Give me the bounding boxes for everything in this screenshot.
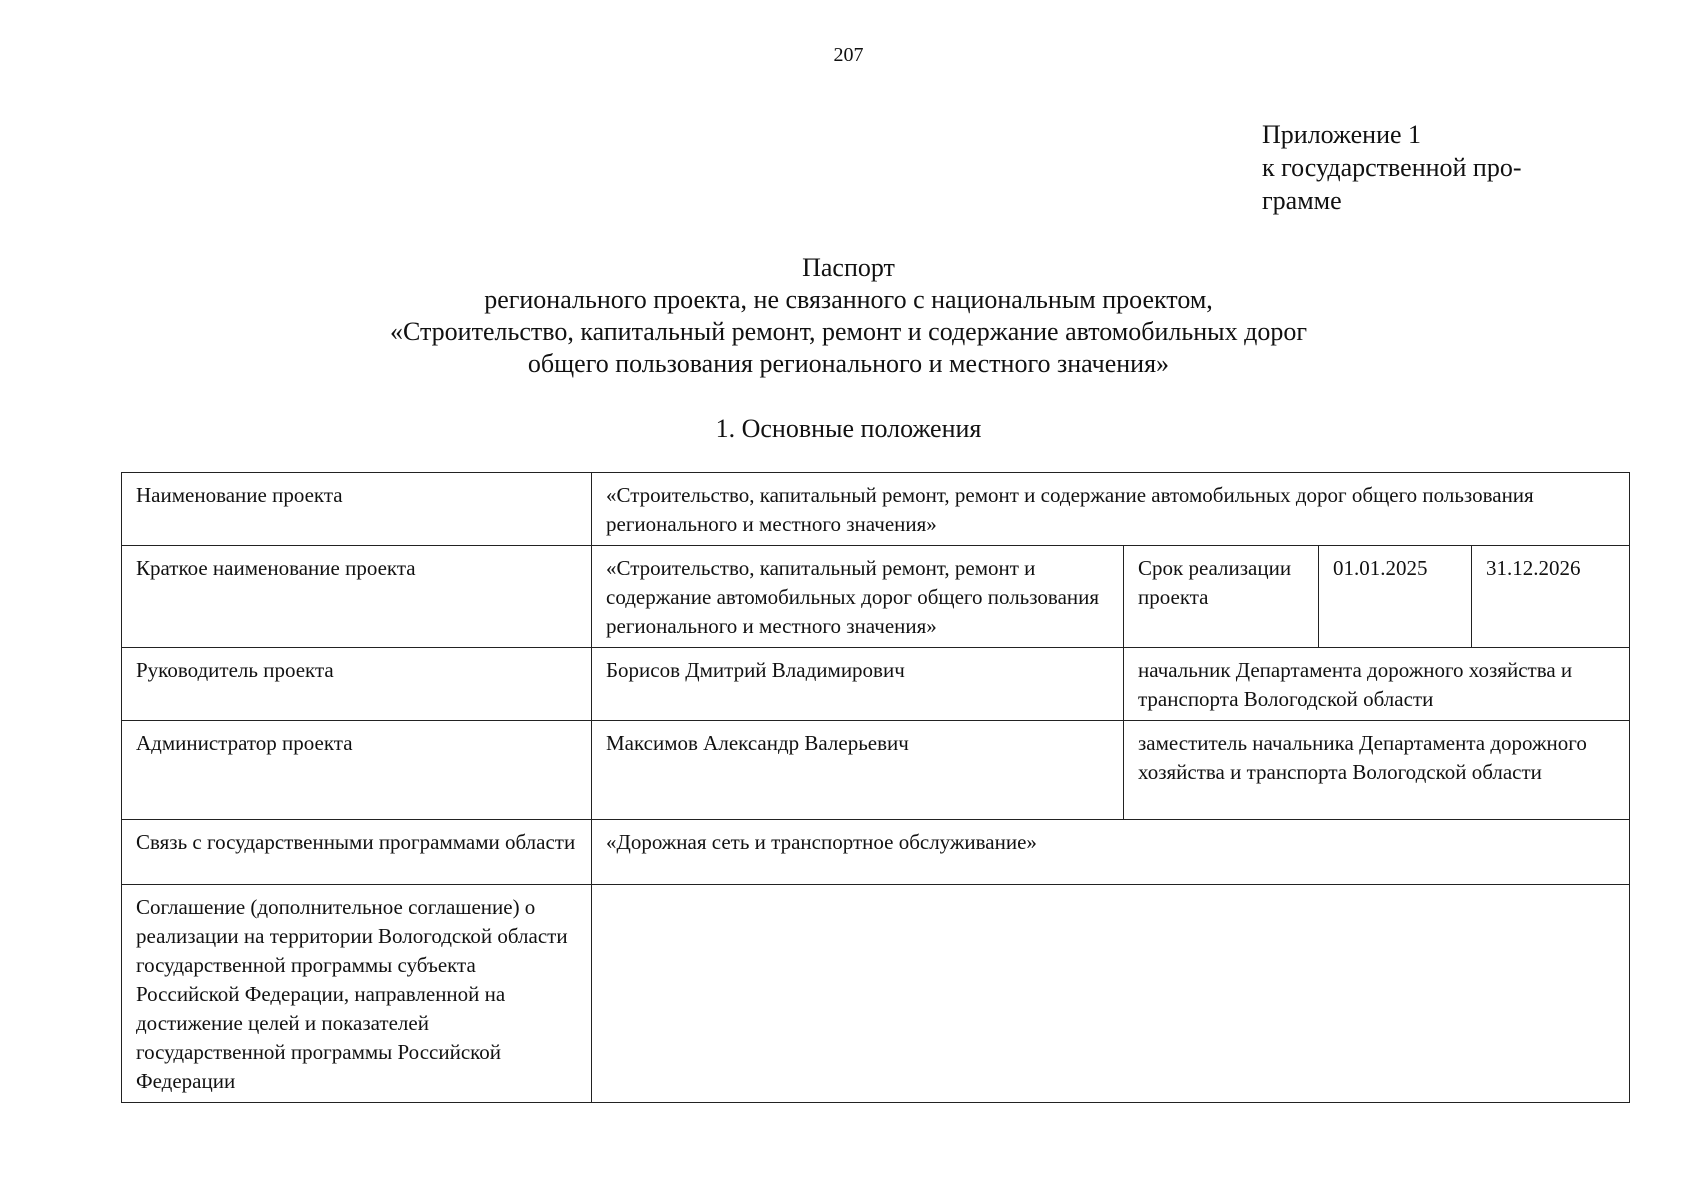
- project-head-name: Борисов Дмитрий Владимирович: [592, 648, 1124, 721]
- period-label: Срок реализации проекта: [1124, 546, 1319, 648]
- title-line-2: регионального проекта, не связанного с национальным проектом,: [484, 285, 1213, 314]
- start-date: 01.01.2025: [1319, 546, 1472, 648]
- end-date: 31.12.2026: [1472, 546, 1630, 648]
- passport-table: [121, 472, 1630, 1103]
- project-admin-name: Максимов Александр Валерьевич: [592, 721, 1124, 820]
- table-row-agreement: [122, 885, 1630, 1103]
- table-row-program-link: [122, 820, 1630, 885]
- table-row-short-name: [122, 546, 1630, 648]
- program-link-value: «Дорожная сеть и транспортное обслуживание»: [592, 820, 1630, 885]
- document-title: [0, 252, 1697, 380]
- short-name-label: Краткое наименование проекта: [122, 546, 592, 648]
- appendix-note: [1262, 118, 1582, 217]
- title-line-4: общего пользования регионального и местного значения»: [527, 349, 1170, 378]
- short-name-value: «Строительство, капитальный ремонт, ремонт и содержание автомобильных дорог общего пользования регионального и местного значения»: [592, 546, 1124, 648]
- page-number: 207: [833, 44, 864, 66]
- project-admin-position: заместитель начальника Департамента дорожного хозяйства и транспорта Вологодской области: [1124, 721, 1630, 820]
- appendix-line-1: Приложение 1: [1262, 120, 1422, 149]
- table-row-project-admin: [122, 721, 1630, 820]
- title-line-1: Паспорт: [802, 253, 895, 282]
- program-link-label: Связь с государственными программами области: [122, 820, 592, 885]
- title-line-3: «Строительство, капитальный ремонт, ремонт и содержание автомобильных дорог: [390, 317, 1307, 346]
- project-name-value: «Строительство, капитальный ремонт, ремонт и содержание автомобильных дорог общего пользования регионального и местного значения»: [592, 473, 1630, 546]
- project-admin-label: Администратор проекта: [122, 721, 592, 820]
- table-row-project-head: [122, 648, 1630, 721]
- project-head-label: Руководитель проекта: [122, 648, 592, 721]
- agreement-label: Соглашение (дополнительное соглашение) о реализации на территории Вологодской области государственной программы субъекта Российской Федерации, направленной на достижение целей и показателей государственной программы Российской Федерации: [122, 885, 592, 1103]
- project-head-position: начальник Департамента дорожного хозяйства и транспорта Вологодской области: [1124, 648, 1630, 721]
- section-heading: 1. Основные положения: [715, 414, 982, 443]
- agreement-value: [592, 885, 1630, 1103]
- appendix-line-2: к государственной про-: [1262, 153, 1522, 182]
- table-row-project-name: [122, 473, 1630, 546]
- project-name-label: Наименование проекта: [122, 473, 592, 546]
- appendix-line-3: грамме: [1262, 186, 1342, 215]
